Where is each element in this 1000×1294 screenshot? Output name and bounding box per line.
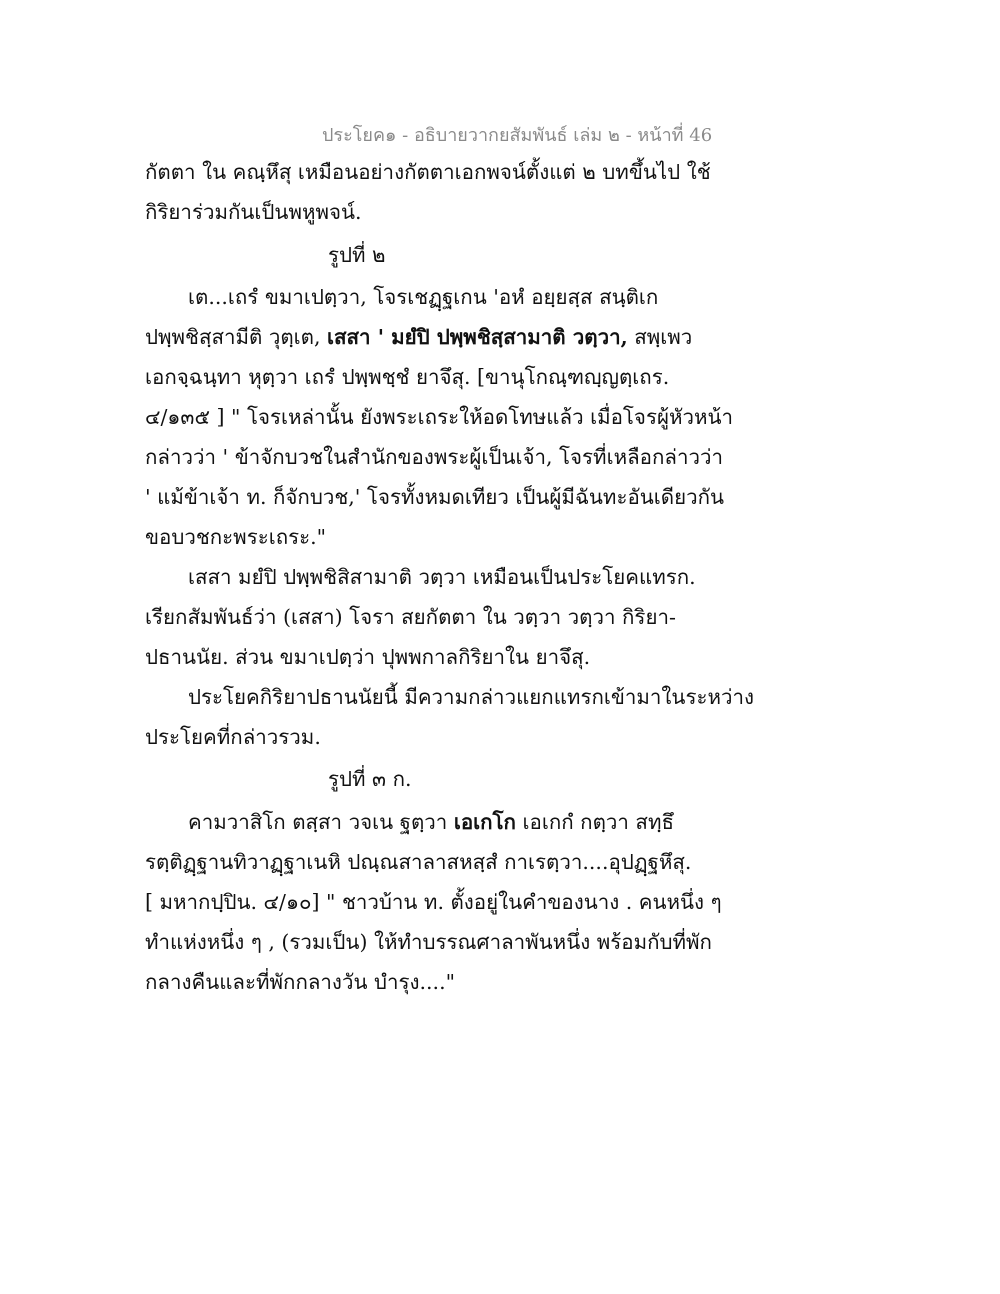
bold-text-segment: เอเกโก bbox=[453, 810, 516, 834]
text-line: กิริยาร่วมกันเป็นพหูพจน์. bbox=[145, 200, 362, 224]
text-line: ประโยคที่กล่าวรวม. bbox=[145, 725, 321, 749]
text-line: รตฺติฏฺฐานทิวาฏฺฐาเนหิ ปณฺณสาลาสหสฺสํ กาเรตฺวา....อุปฏฺฐหึสุ. bbox=[145, 850, 692, 874]
text-line: [ มหากปฺปิน. ๔/๑๐] " ชาวบ้าน ท. ตั้งอยู่ในคำของนาง . คนหนึ่ง ๆ bbox=[145, 890, 722, 914]
text-line: ๔/๑๓๕ ] " โจรเหล่านั้น ยังพระเถระให้อดโทษแล้ว เมื่อโจรผู้หัวหน้า bbox=[145, 405, 734, 429]
text-segment: สพฺเพว bbox=[627, 325, 693, 349]
text-line bbox=[145, 325, 845, 350]
text-line: ทำแห่งหนึ่ง ๆ , (รวมเป็น) ให้ทำบรรณศาลาพันหนึ่ง พร้อมกับที่พัก bbox=[145, 930, 712, 954]
bold-text-segment: เสสา ' มยํปิ ปพฺพชิสฺสามาติ วตฺวา, bbox=[327, 325, 628, 349]
text-line: ประโยคกิริยาปธานนัยนี้ มีความกล่าวแยกแทรกเข้ามาในระหว่าง bbox=[188, 685, 755, 709]
text-segment: คามวาสิโก ตสฺสา วจเน ฐตฺวา bbox=[188, 810, 454, 834]
section-heading: รูปที่ ๓ ก. bbox=[328, 767, 412, 791]
text-line: เต...เถรํ ขมาเปตฺวา, โจรเชฏฺฐเกน 'อหํ อยฺยสฺส สนฺติเก bbox=[188, 285, 659, 309]
text-line: เสสา มยํปิ ปพฺพชิสิสามาติ วตฺวา เหมือนเป็นประโยคแทรก. bbox=[188, 565, 696, 589]
text-line: เรียกสัมพันธ์ว่า (เสสา) โจรา สยกัตตา ใน วตฺวา วตฺวา กิริยา- bbox=[145, 605, 676, 629]
page-header: ประโยค๑ - อธิบายวากยสัมพันธ์ เล่ม ๒ - หน้าที่ 46 bbox=[322, 125, 713, 146]
text-line: กล่าวว่า ' ข้าจักบวชในสำนักของพระผู้เป็นเจ้า, โจรที่เหลือกล่าวว่า bbox=[145, 445, 723, 469]
text-line: กัตตา ใน คณฺหึสุ เหมือนอย่างกัตตาเอกพจน์ตั้งแต่ ๒ บทขึ้นไป ใช้ bbox=[145, 160, 711, 184]
text-line bbox=[188, 810, 888, 835]
text-line: ' แม้ข้าเจ้า ท. ก็จักบวช,' โจรทั้งหมดเทียว เป็นผู้มีฉันทะอันเดียวกัน bbox=[145, 485, 725, 509]
text-segment: ปพฺพชิสฺสามีติ วุตฺเต, bbox=[145, 325, 328, 349]
text-segment: เอเกกํ กตฺวา สทฺธึ bbox=[515, 810, 674, 834]
text-line: ขอบวชกะพระเถระ." bbox=[145, 525, 327, 549]
text-line: เอกจฺฉนฺทา หุตฺวา เถรํ ปพฺพชฺชํ ยาจึสุ. [ขานุโกณฺฑญฺญตฺเถร. bbox=[145, 365, 670, 389]
text-line: ปธานนัย. ส่วน ขมาเปตฺว่า ปุพพกาลกิริยาใน ยาจึสุ. bbox=[145, 645, 591, 669]
text-line: กลางคืนและที่พักกลางวัน บำรุง...." bbox=[145, 970, 456, 994]
section-heading: รูปที่ ๒ bbox=[328, 243, 386, 267]
